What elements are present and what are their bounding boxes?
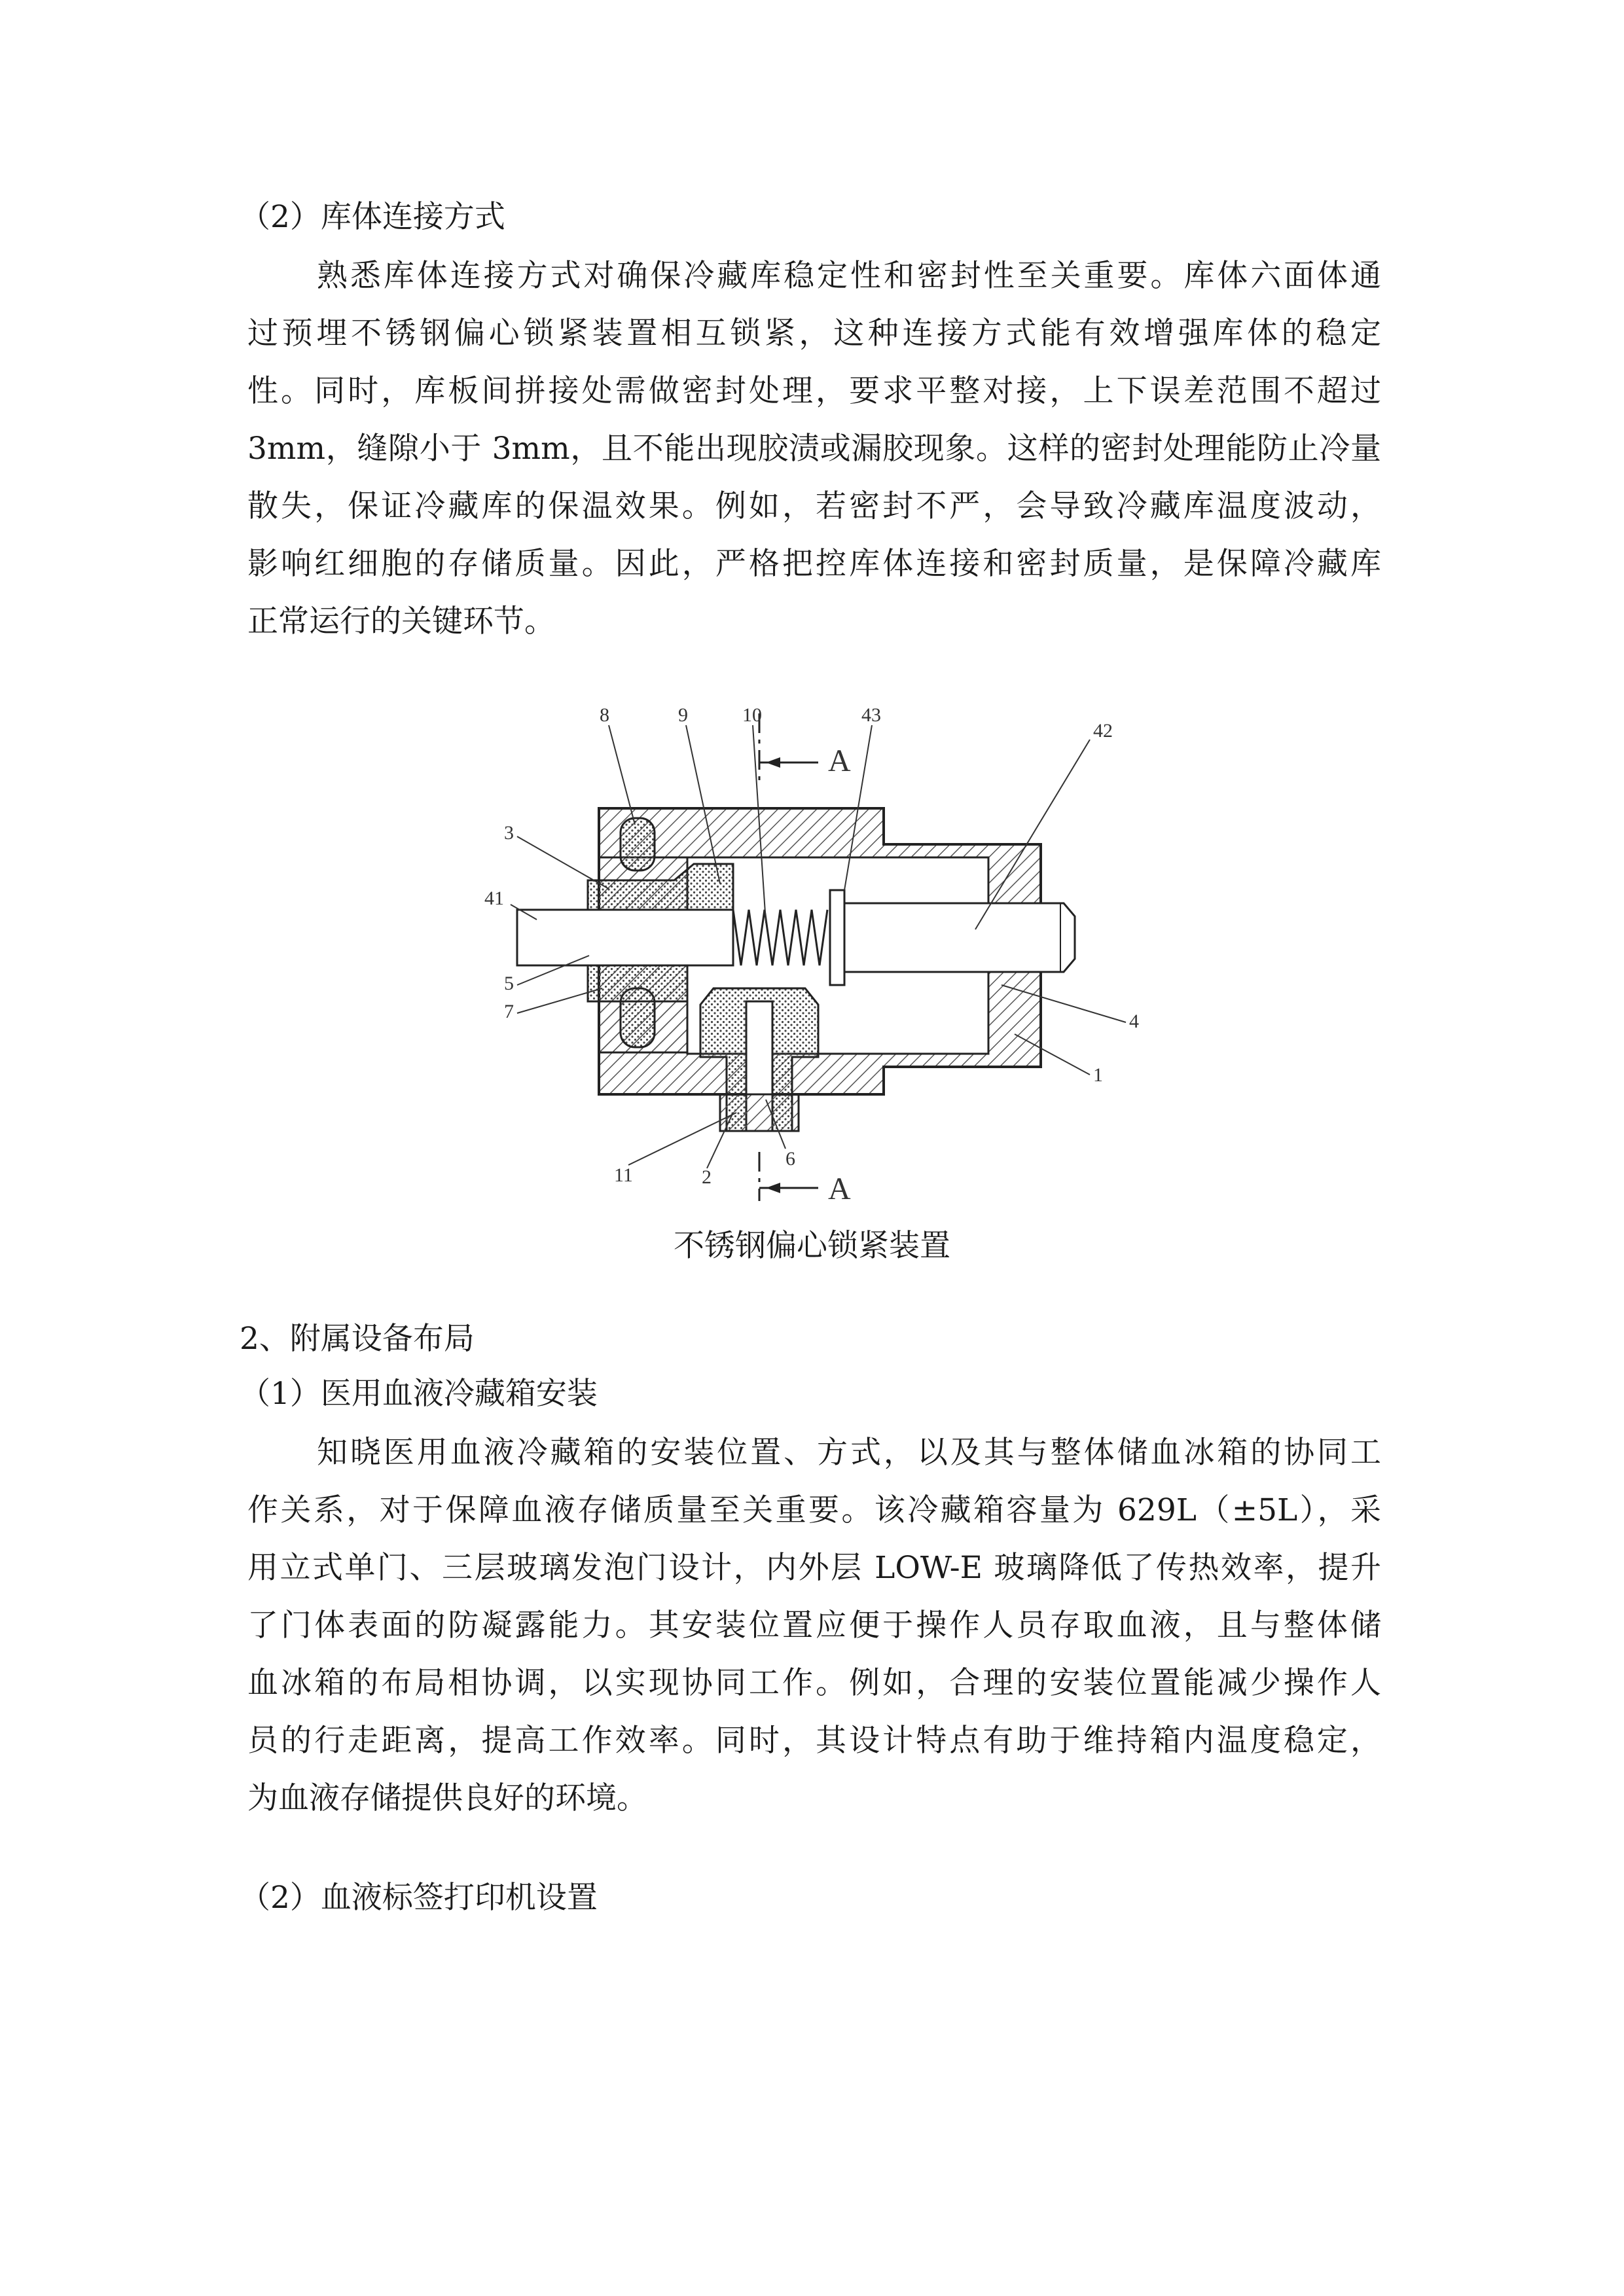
- column-base: [720, 1094, 799, 1131]
- paragraph-line-1: 熟悉库体连接方式对确保冷藏库稳定性和密封性至关重要。库体六面体通: [317, 258, 1381, 294]
- paragraph2-line-7: 为血液存储提供良好的环境。: [247, 1780, 647, 1816]
- paragraph-line-5: 散失，保证冷藏库的保温效果。例如，若密封不严，会导致冷藏库温度波动，: [247, 488, 1381, 524]
- label-42: 42: [1093, 720, 1113, 742]
- subheading-refrigerator: （1）医用血液冷藏箱安装: [240, 1376, 598, 1412]
- figure-caption: 不锈钢偏心锁紧装置: [674, 1228, 950, 1264]
- label-10: 10: [742, 704, 762, 726]
- subheading-label-printer: （2）血液标签打印机设置: [240, 1880, 598, 1916]
- seal-upper: [621, 818, 655, 870]
- label-6: 6: [785, 1148, 795, 1170]
- label-5: 5: [504, 973, 514, 994]
- paragraph2-line-1: 知晓医用血液冷藏箱的安装位置、方式，以及其与整体储血冰箱的协同工: [317, 1435, 1381, 1471]
- paragraph2-line-6: 员的行走距离，提高工作效率。同时，其设计特点有助于维持箱内温度稳定，: [247, 1723, 1381, 1759]
- paragraph2-line-4: 了门体表面的防凝露能力。其安装位置应便于操作人员存取血液，且与整体储: [247, 1607, 1381, 1643]
- paragraph2-line-5: 血冰箱的布局相协调，以实现协同工作。例如，合理的安装位置能减少操作人: [247, 1665, 1381, 1701]
- paragraph-line-2: 过预埋不锈钢偏心锁紧装置相互锁紧，这种连接方式能有效增强库体的稳定: [247, 315, 1381, 351]
- label-2: 2: [702, 1166, 712, 1188]
- label-41: 41: [484, 888, 504, 909]
- shaft-left: [517, 910, 733, 965]
- paragraph-line-6: 影响红细胞的存储质量。因此，严格把控库体连接和密封质量，是保障冷藏库: [247, 546, 1381, 582]
- eccentric-lock-device-drawing: [478, 694, 1159, 1204]
- section-mark-a-bottom: A: [828, 1172, 851, 1204]
- label-11: 11: [614, 1164, 633, 1186]
- label-4: 4: [1129, 1011, 1139, 1032]
- label-8: 8: [600, 704, 609, 726]
- section-heading-equipment: 2、附属设备布局: [240, 1321, 475, 1357]
- gasket-lower: [588, 965, 687, 1001]
- paragraph-line-3: 性。同时，库板间拼接处需做密封处理，要求平整对接，上下误差范围不超过: [247, 373, 1381, 409]
- paragraph-line-4: 3mm，缝隙小于 3mm，且不能出现胶渍或漏胶现象。这样的密封处理能防止冷量: [247, 431, 1381, 467]
- label-9: 9: [678, 704, 688, 726]
- paragraph2-line-3: 用立式单门、三层玻璃发泡门设计，内外层 LOW-E 玻璃降低了传热效率，提升: [247, 1550, 1381, 1586]
- label-3: 3: [504, 822, 514, 844]
- spring-seat: [830, 890, 844, 985]
- label-43: 43: [861, 704, 881, 726]
- label-7: 7: [504, 1001, 514, 1022]
- section-heading-connection: （2）库体连接方式: [240, 199, 505, 235]
- label-1: 1: [1093, 1064, 1103, 1086]
- paragraph2-line-2: 作关系，对于保障血液存储质量至关重要。该冷藏箱容量为 629L（±5L），采: [247, 1492, 1381, 1528]
- section-mark-a-top: A: [828, 744, 851, 778]
- shaft-right: [844, 903, 1075, 972]
- paragraph-line-7: 正常运行的关键环节。: [247, 603, 555, 639]
